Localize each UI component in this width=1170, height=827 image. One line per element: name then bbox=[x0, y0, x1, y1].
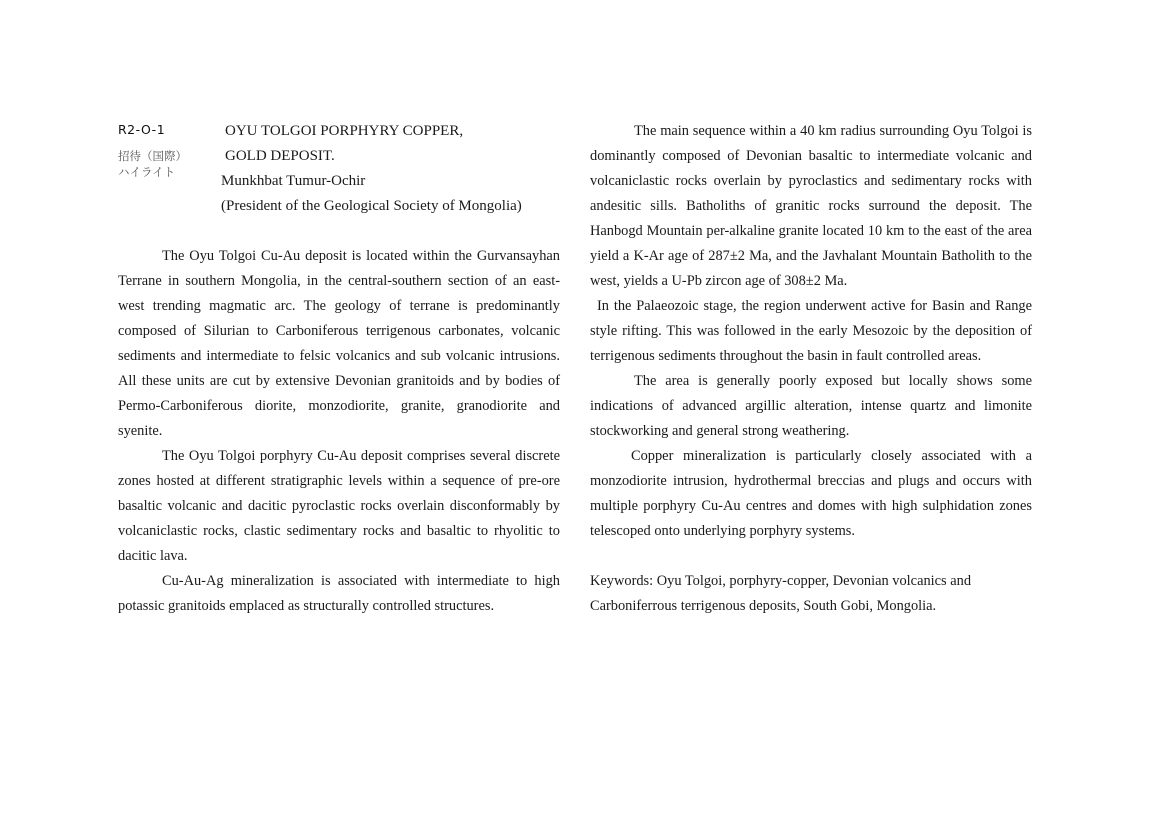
body-paragraph: The Oyu Tolgoi porphyry Cu-Au deposit comprises several discrete zones hosted at different stratigraphic levels within a sequence of pre-ore basaltic volcanic and dacitic pyroclastic rocks overlain disconformably by volcaniclastic rocks, clastic sedimentary rocks and basaltic to rhyolitic to dacitic lava. bbox=[118, 448, 560, 564]
keywords: Keywords: Oyu Tolgoi, porphyry-copper, Devonian volcanics and Carboniferrous terrigenous deposits, South Gobi, Mongolia. bbox=[590, 573, 972, 614]
paragraph-spacer bbox=[590, 544, 1032, 569]
body-paragraph: In the Palaeozoic stage, the region underwent active for Basin and Range style rifting. This was followed in the early Mesozoic by the deposition of terrigenous sediments throughout the basin in fault controlled areas. bbox=[590, 298, 1032, 364]
body-paragraph: The area is generally poorly exposed but locally shows some indications of advanced argillic alteration, intense quartz and limonite stockworking and general strong weathering. bbox=[590, 373, 1032, 439]
invited-international-tag: 招待（国際） bbox=[118, 149, 187, 163]
body-paragraph: The Oyu Tolgoi Cu-Au deposit is located within the Gurvansayhan Terrane in southern Mongolia, in the central-southern section of an east-west trending magmatic arc. The geology of terrane is predominantly composed of Silurian to Carboniferous terrigenous carbonates, volcanic sediments and intermediate to felsic volcanics and sub volcanic intrusions. All these units are cut by extensive Devonian granitoids and by bodies of Permo-Carboniferous diorite, monzodiorite, granite, granodiorite and syenite. bbox=[118, 248, 560, 439]
body-paragraph: The main sequence within a 40 km radius surrounding Oyu Tolgoi is dominantly composed of Devonian basaltic to intermediate volcanic and volcaniclastic rocks overlain by pyroclastics and sedimentary rocks with andesitic sills. Batholiths of granitic rocks surround the deposit. The Hanbogd Mountain per-alkaline granite located 10 km to the east of the area yield a K-Ar age of 287±2 Ma, and the Javhalant Mountain Batholith to the west, yields a U-Pb zircon age of 308±2 Ma. bbox=[590, 123, 1032, 289]
author-name: Munkhbat Tumur-Ochir bbox=[221, 173, 366, 189]
right-column bbox=[590, 119, 1032, 619]
body-paragraph: Copper mineralization is particularly closely associated with a monzodiorite intrusion, hydrothermal breccias and plugs and occurs with multiple porphyry Cu-Au centres and domes with high sulphidation zones telescoped onto underlying porphyry systems. bbox=[590, 448, 1032, 539]
left-column bbox=[118, 244, 560, 619]
body-paragraph: Cu-Au-Ag mineralization is associated with intermediate to high potassic granitoids emplaced as structurally controlled structures. bbox=[118, 573, 560, 614]
highlight-tag: ハイライト bbox=[118, 165, 176, 179]
paper-title-line-2: GOLD DEPOSIT. bbox=[225, 148, 335, 164]
abstract-header bbox=[118, 119, 578, 229]
session-code: R2-O-1 bbox=[118, 122, 166, 137]
paper-title-line-1: OYU TOLGOI PORPHYRY COPPER, bbox=[225, 123, 464, 139]
author-affiliation: (President of the Geological Society of Mongolia) bbox=[221, 198, 522, 214]
